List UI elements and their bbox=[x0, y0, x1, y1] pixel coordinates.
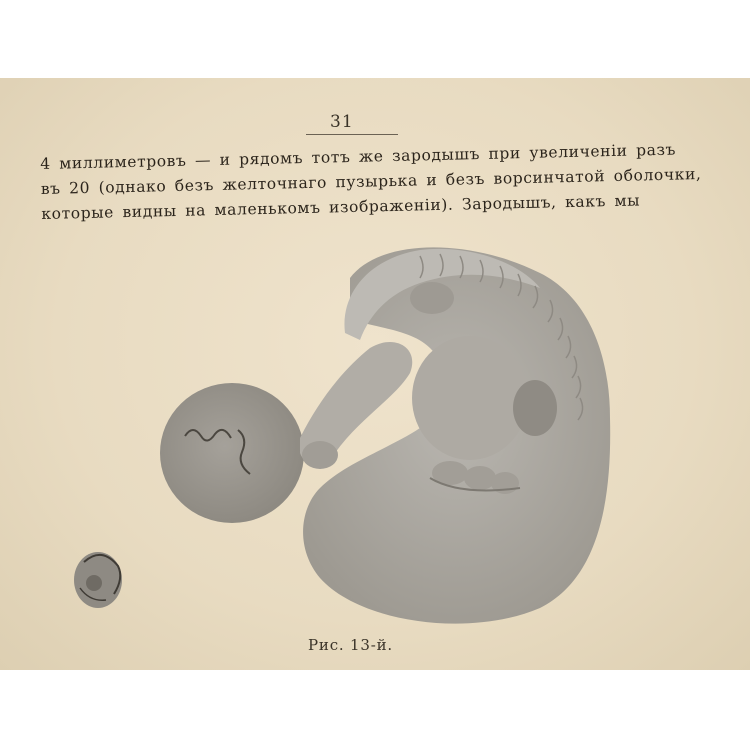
text-line-1: 4 миллиметровъ — и рядомъ тотъ же зародышъ при увеличенiи разъ bbox=[40, 140, 677, 173]
book-page bbox=[0, 78, 750, 670]
embryo-figure bbox=[0, 78, 750, 670]
embryo-body bbox=[300, 247, 610, 623]
small-embryo-thumbnail bbox=[74, 552, 122, 608]
page-number: 31 bbox=[330, 112, 354, 132]
text-line-3: которые видны на маленькомъ изображенiи). Зародышъ, какъ мы bbox=[41, 191, 641, 223]
figure-caption: Рис. 13-й. bbox=[308, 636, 393, 654]
text-line-2: въ 20 (однако безъ желточнаго пузырька и безъ ворсинчатой оболочки, bbox=[40, 165, 702, 198]
yolk-sac bbox=[160, 383, 316, 523]
